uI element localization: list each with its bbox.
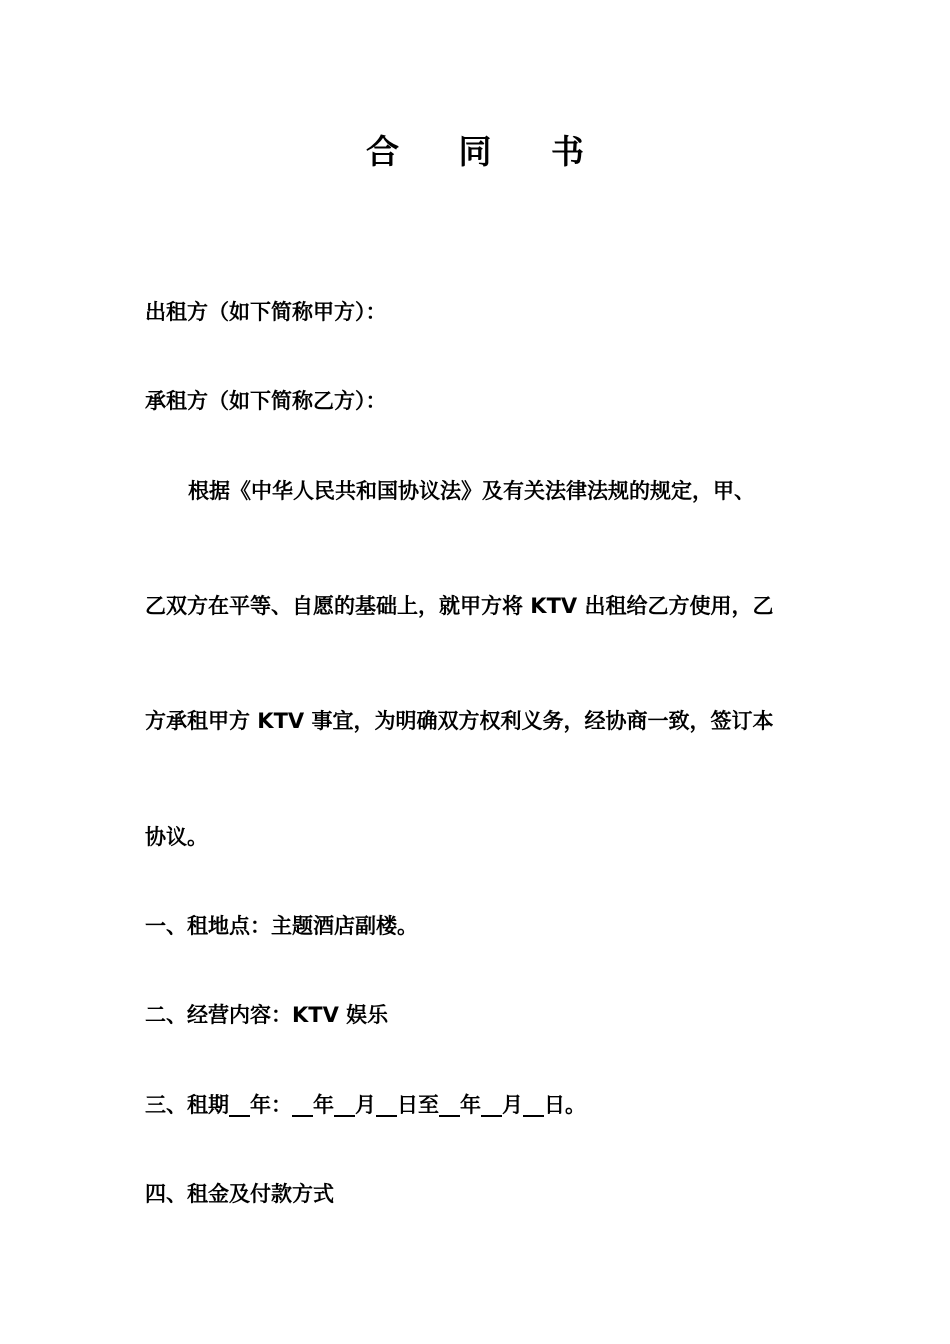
clause-rent: 四、租金及付款方式 — [145, 1182, 334, 1206]
clause-location: 一、租地点：主题酒店副楼。 — [145, 914, 418, 938]
preamble-line-2: 乙双方在平等、自愿的基础上，就甲方将 KTV 出租给乙方使用，乙 — [145, 594, 774, 618]
page-title: 合 同 书 — [366, 132, 608, 171]
preamble-line-3: 方承租甲方 KTV 事宜，为明确双方权利义务，经协商一致，签订本 — [145, 709, 774, 733]
clause-business: 二、经营内容：KTV 娱乐 — [145, 1003, 389, 1027]
preamble-line-1: 根据《中华人民共和国协议法》及有关法律法规的规定，甲、 — [188, 479, 755, 503]
preamble-line-4: 协议。 — [145, 825, 208, 849]
lessor-label: 出租方（如下简称甲方）： — [145, 300, 387, 324]
lessee-label: 承租方（如下简称乙方）： — [145, 389, 387, 413]
clause-term: 三、租期__年：__年__月__日至__年__月__日。 — [145, 1093, 586, 1117]
